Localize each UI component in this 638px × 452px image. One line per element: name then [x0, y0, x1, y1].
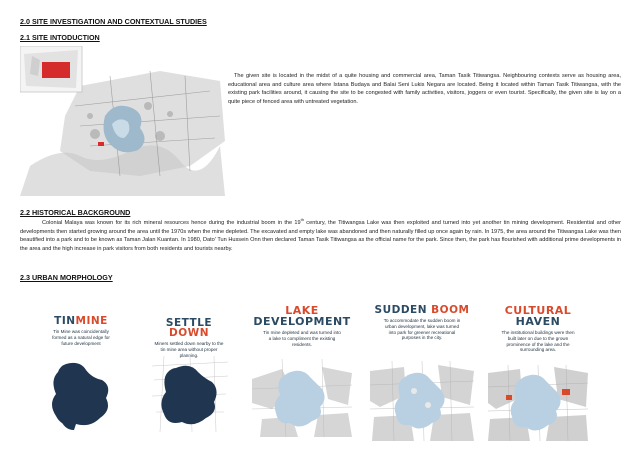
stage-map — [150, 356, 230, 432]
stage-title-part-b: DEVELOPMENT — [253, 315, 351, 328]
site-intro-heading: 2.1 SITE INTODUCTION — [20, 33, 100, 42]
stage-title — [146, 318, 232, 338]
stage-title-part-a: SUDDEN — [374, 304, 427, 316]
stage-title — [46, 316, 116, 326]
stage-lake-development — [248, 305, 356, 435]
stage-description: Tin Mine was coincidentally formed as a natural edge for future development — [52, 329, 110, 346]
section-heading: 2.0 SITE INVESTIGATION AND CONTEXTUAL STUDIES — [20, 17, 207, 26]
stage-tin-mine — [46, 316, 116, 446]
ordinal-suffix: th — [300, 217, 304, 223]
stage-description: To accommodate the sudden boom in urban development, lake was turned into park for greener recreational purposes in the city. — [383, 318, 461, 341]
stage-map — [370, 361, 474, 441]
stage-title-part-a: TIN — [54, 315, 76, 327]
stage-description: The institutional buildings were then built later on due to the grown prominence of the lake and the surrounding area. — [501, 330, 575, 353]
historical-paragraph — [20, 219, 621, 253]
stage-title — [248, 305, 356, 327]
stage-cultural-haven — [486, 305, 590, 435]
stage-map — [488, 365, 588, 441]
stage-title-part-a: LAKE — [285, 304, 319, 317]
stage-title — [486, 305, 590, 327]
site-intro-paragraph: The given site is located in the midst of a quite housing and commercial area, Taman Tasik Titiwangsa. Neighbouring contexts serve as housing area, educational area and culture area where Istana Budaya and Balai Seni Lukis Negara are located. Being it located within Taman Tasik Titiwangsa, with the existing park facilities around, it causing the site to be congested with family activities, visitors, joggers or even tourist. Specifically, the given site is lay on a quite piece of fenced area with untreated vegetation. — [228, 73, 621, 105]
stage-title — [366, 305, 478, 315]
stage-sudden-boom — [366, 305, 478, 435]
stage-title-part-a: SETTLE — [165, 317, 213, 329]
stage-settle-down — [146, 318, 232, 448]
stage-map — [46, 358, 116, 434]
stage-description: Tin mine depleted and was turned into a lake to compliment the existing residents. — [263, 330, 341, 347]
site-location-map — [20, 46, 225, 196]
stage-description: Miners settled down nearby to the tin mine area without proper planning. — [154, 341, 224, 358]
stage-title-part-b: MINE — [75, 315, 108, 327]
historical-text-end: century, the Titiwangsa Lake was then exploited and turned into yet another tin mining development. Residential and other developments then started growing around the area until the 1970s when the mine depleted. The excavated and empty lake was abandoned and then naturally filled up once again by rain. In 1975, the area around the Titiwangsa Lake was then beautified into a park and to be known as Taman Jalan Kuantan. In 1980, Dato' Tun Hussein Onn then declared Taman Tasik Titiwangsa as the official name for the park. Since then, the park has flourished with additional prime developments in the area and the high increase in park visitors from both residents and tourists nearby. — [20, 220, 621, 252]
historical-heading: 2.2 HISTORICAL BACKGROUND — [20, 208, 131, 217]
stage-title-part-b: HAVEN — [515, 315, 561, 328]
stage-title-part-a: CULTURAL — [504, 304, 572, 317]
stage-title-part-b: BOOM — [431, 304, 470, 316]
stage-map — [252, 359, 352, 437]
historical-text-start: Colonial Malaya was known for its rich mineral resources hence during the industrial boom in the 19 — [42, 220, 301, 226]
urban-morphology-heading: 2.3 URBAN MORPHOLOGY — [20, 273, 113, 282]
stage-title-part-b: DOWN — [168, 327, 209, 339]
